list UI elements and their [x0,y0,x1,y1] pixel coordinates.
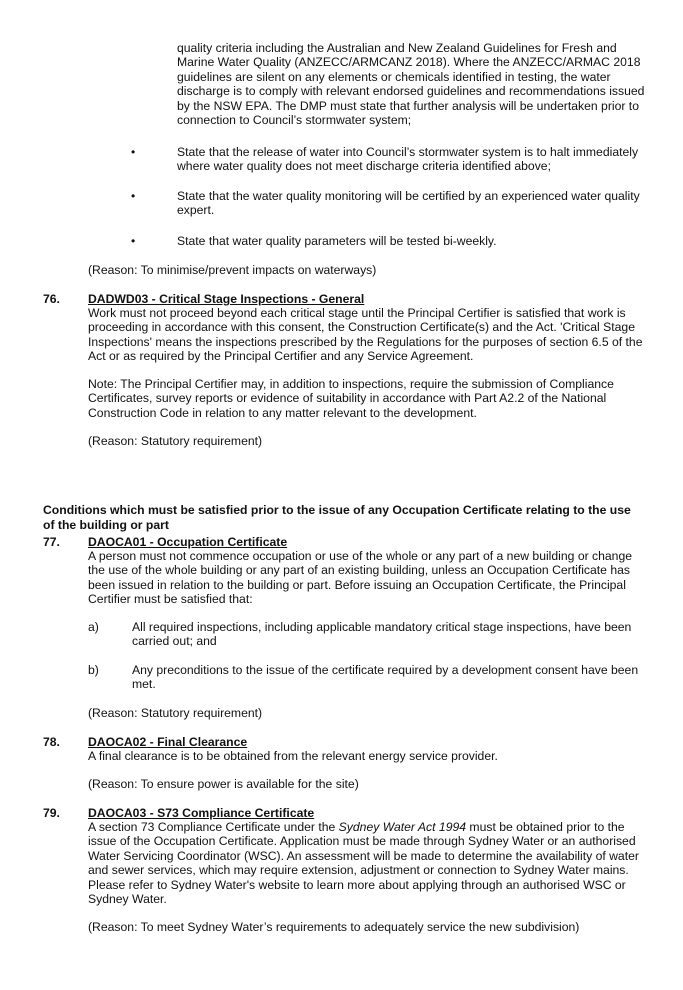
intro-reason: (Reason: To minimise/prevent impacts on waterways) [88,263,377,277]
condition-76-body: Work must not proceed beyond each critical stage until the Principal Certifier is satisfied that work is proceeding in accordance with this consent, the Construction Certificate(s) and the Act. 'Critical Stage Inspections' means the inspections prescribed by the Regulations for the purposes of section 6.5 of the Act or as required by the Principal Certifier and any Service Agreement. [88,306,643,364]
condition-77-reason: (Reason: Statutory requirement) [88,706,263,720]
condition-77-item-a-text: All required inspections, including applicable mandatory critical stage inspections, have been carried out; and [132,620,632,649]
condition-76-reason: (Reason: Statutory requirement) [88,434,263,448]
section-heading: Conditions which must be satisfied prior to the issue of any Occupation Certificate relating to the use of the building or part [43,503,631,532]
condition-78-title: DAOCA02 - Final Clearance [88,735,248,749]
condition-79-number: 79. [43,806,60,820]
bullet-marker: • [131,234,136,248]
condition-79-act-name: Sydney Water Act 1994 [338,820,467,834]
condition-77-item-b-text: Any preconditions to the issue of the certificate required by a development consent have been met. [132,663,639,692]
condition-77-number: 77. [43,535,60,549]
condition-79-title: DAOCA03 - S73 Compliance Certificate [88,806,315,820]
condition-79-reason: (Reason: To meet Sydney Water’s requirements to adequately service the new subdivision) [88,920,580,934]
intro-bullet-3: State that water quality parameters will be tested bi-weekly. [177,234,497,248]
condition-76-title: DADWD03 - Critical Stage Inspections - General [88,292,365,306]
condition-77-item-b-letter: b) [88,663,99,677]
condition-77-item-a-letter: a) [88,620,99,634]
condition-77-body: A person must not commence occupation or use of the whole or any part of a new building or change the use of the whole building or any part of an existing building, unless an Occupation Certificate has been issued in relation to the building or part. Before issuing an Occupation Certificate, the Principal Certifier must be satisfied that: [88,549,633,607]
condition-79-body [88,820,648,906]
bullet-marker: • [131,189,136,203]
condition-76-note: Note: The Principal Certifier may, in addition to inspections, require the submission of Compliance Certificates, survey reports or evidence of suitability in accordance with Part A2.2 of the National Construction Code in relation to any matter relevant to the development. [88,377,614,420]
condition-78-number: 78. [43,735,60,749]
condition-79-body-post: must be obtained prior to the issue of the Occupation Certificate. Application must be made through Sydney Water or an authorised Water Servicing Coordinator (WSC). An assessment will be made to determine the availability of water and sewer services, which may require extension, adjustment or connection to Sydney Water mains. Please refer to Sydney Water's website to learn more about applying through an authorised WSC or Sydney Water. [88,820,639,907]
condition-76-number: 76. [43,292,60,306]
intro-continuation-paragraph: quality criteria including the Australian and New Zealand Guidelines for Fresh and Marine Water Quality (ANZECC/ARMCANZ 2018). Where the ANZECC/ARMAC 2018 guidelines are silent on any elements or chemicals identified in testing, the water discharge is to comply with relevant endorsed guidelines and recommendations issued by the NSW EPA. The DMP must state that further analysis will be undertaken prior to connection to Council’s stormwater system; [177,41,645,128]
intro-bullet-1: State that the release of water into Council’s stormwater system is to halt immediately where water quality does not meet discharge criteria identified above; [177,145,639,174]
condition-77-title: DAOCA01 - Occupation Certificate [88,535,288,549]
condition-79-body-pre: A section 73 Compliance Certificate under the [88,820,339,834]
bullet-marker: • [131,145,136,159]
condition-78-body: A final clearance is to be obtained from the relevant energy service provider. [88,749,498,763]
intro-bullet-2: State that the water quality monitoring will be certified by an experienced water quality expert. [177,189,640,218]
condition-78-reason: (Reason: To ensure power is available for the site) [88,777,359,791]
